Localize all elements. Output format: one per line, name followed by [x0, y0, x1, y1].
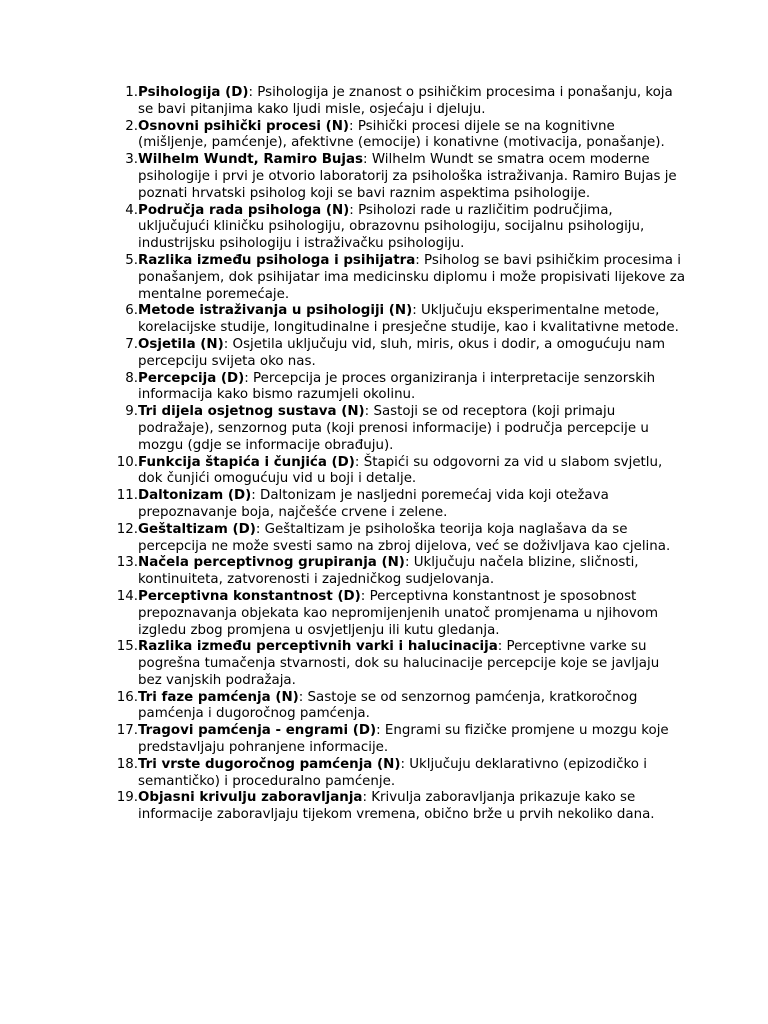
list-item — [106, 337, 686, 371]
list-item-body — [138, 152, 686, 202]
list-item-body — [138, 488, 686, 522]
list-item-number: 1. — [125, 85, 138, 100]
list-item-term: Tri vrste dugoročnog pamćenja (N) — [138, 756, 401, 772]
list-item — [106, 152, 686, 202]
list-item-number: 16. — [116, 689, 138, 705]
list-item-term: Objasni krivulju zaboravljanja — [138, 790, 363, 806]
list-item-number: 4. — [125, 202, 138, 218]
list-item-number: 2. — [125, 118, 138, 134]
list-item-body — [138, 723, 686, 757]
list-item-number: 8. — [125, 370, 138, 386]
list-item-text: : Uključuju načela blizine, sličnosti, kontinuiteta, zatvorenosti i zajedničkog sudjelovanja. — [138, 555, 639, 588]
list-item-term: Perceptivna konstantnost (D) — [138, 588, 361, 604]
list-item-text: : Perceptivna konstantnost je sposobnost prepoznavanja objekata kao nepromijenjenih unatoč promjenama u njihovom izgledu zbog promjena u osvjetljenju ili kutu gledanja. — [138, 588, 659, 638]
list-item-number: 11. — [116, 488, 138, 504]
list-item-term: Wilhelm Wundt, Ramiro Bujas — [138, 152, 364, 168]
list-item-term: Metode istraživanja u psihologiji (N) — [138, 303, 413, 319]
list-item-text: : Sastoji se od receptora (koji primaju podražaje), senzornog puta (koji prenosi informacije) i područja percepcije u mozgu (gdje se informacije obrađuju). — [138, 404, 649, 453]
list-item-number: 14. — [116, 588, 138, 604]
list-item-term: Razlika između perceptivnih varki i halucinacija — [138, 639, 498, 655]
list-item — [106, 119, 686, 153]
list-item-number: 12. — [116, 521, 138, 537]
list-item — [106, 555, 686, 589]
list-item-text: : Engrami su fizičke promjene u mozgu koje predstavljaju pohranjene informacije. — [138, 723, 669, 756]
list-item-body — [138, 371, 686, 405]
list-item-body — [138, 404, 686, 454]
list-item-term: Geštaltizam (D) — [138, 521, 256, 537]
list-item — [106, 488, 686, 522]
list-item-body — [138, 690, 686, 724]
list-item-body — [138, 253, 686, 303]
list-item-number: 5. — [125, 252, 138, 268]
list-item — [106, 85, 686, 119]
list-item-text: : Uključuju deklarativno (epizodičko i semantičko) i proceduralno pamćenje. — [138, 756, 647, 789]
list-item-number: 17. — [116, 723, 138, 739]
list-item-body — [138, 522, 686, 556]
list-item-term: Tragovi pamćenja - engrami (D) — [138, 723, 377, 739]
list-item — [106, 522, 686, 556]
list-item — [106, 371, 686, 405]
list-item-body — [138, 757, 686, 791]
list-item-text: : Wilhelm Wundt se smatra ocem moderne psihologije i prvi je otvorio laboratorij za psihološka istraživanja. Ramiro Bujas je poznati hrvatski psiholog koji se bavi raznim aspektima psihologije. — [138, 152, 677, 201]
list-item-number: 15. — [116, 639, 138, 655]
list-item-body — [138, 337, 686, 371]
list-item-text: : Geštaltizam je psihološka teorija koja naglašava da se percepcija ne može svesti samo na zbroj dijelova, već se doživljava kao cjelina. — [138, 521, 671, 554]
list-item-text: : Krivulja zaboravljanja prikazuje kako se informacije zaboravljaju tijekom vremena, obično brže u prvih nekoliko dana. — [138, 790, 655, 823]
list-item — [106, 790, 686, 824]
list-item-text: : Daltonizam je nasljedni poremećaj vida koji otežava prepoznavanje boja, najčešće crvene i zelene. — [138, 488, 609, 520]
list-item-number: 6. — [125, 303, 138, 319]
list-item-term: Daltonizam (D) — [138, 488, 252, 504]
list-item-number: 9. — [125, 404, 138, 420]
list-item — [106, 455, 686, 489]
list-item — [106, 723, 686, 757]
list-item — [106, 690, 686, 724]
list-item — [106, 253, 686, 303]
list-item-number: 3. — [125, 152, 138, 168]
list-item-text: : Psihički procesi dijele se na kognitivne (mišljenje, pamćenje), afektivne (emocije) i konativne (motivacija, ponašanje). — [138, 118, 665, 151]
list-item-term: Područja rada psihologa (N) — [138, 202, 350, 218]
list-item-text: : Štapići su odgovorni za vid u slabom svjetlu, dok čunjići omogućuju vid u boji i detalje. — [138, 454, 663, 487]
list-item-number: 13. — [116, 555, 138, 571]
list-item-text: : Psihologija je znanost o psihičkim procesima i ponašanju, koja se bavi pitanjima kako ljudi misle, osjećaju i djeluju. — [138, 85, 673, 117]
list-item-text: : Osjetila uključuju vid, sluh, miris, okus i dodir, a omogućuju nam percepciju svijeta oko nas. — [138, 336, 666, 369]
list-item-term: Funkcija štapića i čunjića (D) — [138, 454, 355, 470]
list-item-body — [138, 85, 686, 119]
list-item-term: Percepcija (D) — [138, 370, 245, 386]
list-item-term: Osjetila (N) — [138, 336, 224, 352]
list-item-term: Tri dijela osjetnog sustava (N) — [138, 404, 365, 420]
list-item-body — [138, 589, 686, 639]
list-item-term: Razlika između psihologa i psihijatra — [138, 252, 416, 268]
list-item-text: : Percepcija je proces organiziranja i interpretacije senzorskih informacija kako bismo razumjeli okolinu. — [138, 370, 656, 403]
list-item-term: Psihologija (D) — [138, 85, 249, 100]
list-item-body — [138, 455, 686, 489]
list-item — [106, 589, 686, 639]
list-item-text: : Psiholozi rade u različitim područjima, uključujući kliničku psihologiju, obrazovnu psihologiju, socijalnu psihologiju, industrijsku psihologiju i istraživačku psihologiju. — [138, 202, 645, 252]
list-item-text: : Sastoje se od senzornog pamćenja, kratkoročnog pamćenja i dugoročnog pamćenja. — [138, 689, 638, 722]
numbered-list — [106, 85, 686, 824]
list-item-body — [138, 119, 686, 153]
list-item-number: 19. — [116, 790, 138, 806]
list-item-number: 18. — [116, 756, 138, 772]
list-item-term: Osnovni psihički procesi (N) — [138, 118, 350, 134]
list-item-number: 10. — [116, 454, 138, 470]
list-item-text: : Uključuju eksperimentalne metode, korelacijske studije, longitudinalne i presječne studije, kao i kvalitativne metode. — [138, 303, 679, 336]
list-item — [106, 203, 686, 253]
list-item-text: : Psiholog se bavi psihičkim procesima i ponašanjem, dok psihijatar ima medicinsku diplomu i može propisivati lijekove za mentalne poremećaje. — [138, 252, 686, 302]
list-item-body — [138, 303, 686, 337]
list-item-term: Načela perceptivnog grupiranja (N) — [138, 555, 405, 571]
list-item-body — [138, 639, 686, 689]
list-item — [106, 303, 686, 337]
list-item — [106, 639, 686, 689]
list-item — [106, 757, 686, 791]
list-item — [106, 404, 686, 454]
list-item-body — [138, 555, 686, 589]
list-item-body — [138, 790, 686, 824]
list-item-number: 7. — [125, 336, 138, 352]
list-item-term: Tri faze pamćenja (N) — [138, 689, 299, 705]
list-item-body — [138, 203, 686, 253]
list-item-text: : Perceptivne varke su pogrešna tumačenja stvarnosti, dok su halucinacije percepcije koje se javljaju bez vanjskih podražaja. — [138, 639, 660, 688]
